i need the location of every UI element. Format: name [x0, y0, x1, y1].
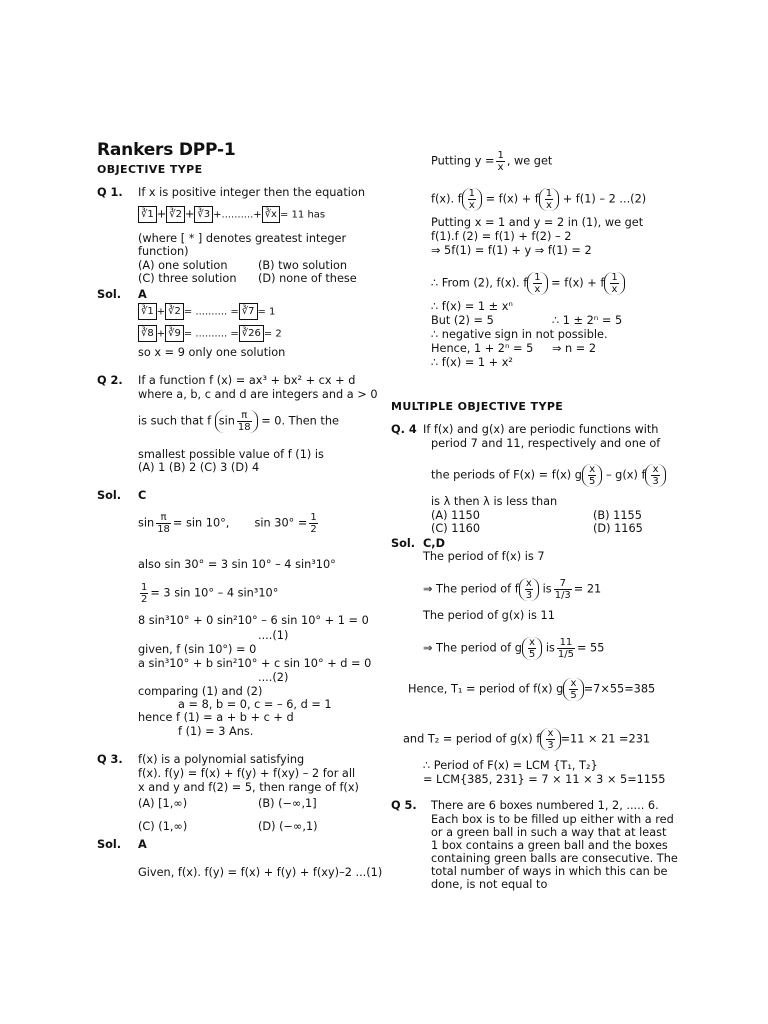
- c2-p1-num: 1: [497, 150, 504, 161]
- q3-sol-line1: Given, f(x). f(y) = f(x) + f(y) + f(xy)–2 ...(1): [138, 866, 383, 879]
- q1-equation: ∛1 + ∛2 + ∛3 +..........+ ∛x = 11 has: [138, 206, 325, 223]
- c2-p2-frac1: [468, 188, 476, 211]
- q4-line4: is λ then λ is less than: [431, 495, 558, 508]
- q4-s6-num: x: [547, 728, 554, 739]
- q1-bracket-x: ∛x: [262, 206, 280, 223]
- q2-label: Q 2.: [97, 374, 123, 387]
- q4-s4-frac2: [557, 637, 575, 660]
- q2-line1: If a function f (x) = ax³ + bx² + cx + d: [138, 374, 356, 387]
- q4-frac1-num: x: [589, 464, 596, 475]
- c2-p1-frac: [496, 150, 504, 173]
- q1-s2-dots: = .......... =: [183, 328, 239, 340]
- q2-s3-num: 1: [141, 582, 148, 593]
- q2-frac: [237, 410, 252, 433]
- q1-option-c: (C) three solution: [138, 272, 237, 285]
- q2-s1c: sin 30° =: [254, 516, 308, 530]
- q2-paren: [215, 410, 258, 433]
- q4-s5-den: 5: [570, 690, 577, 701]
- q1-sol-line2: ∛8 + ∛9 = .......... = ∛26 = 2: [138, 325, 282, 342]
- c2-line9: ∴ negative sign in not possible.: [431, 328, 608, 341]
- q4-s4-num2: 11: [557, 637, 575, 649]
- c2-p6-paren2: [604, 272, 624, 295]
- page-title: Rankers DPP-1: [97, 140, 236, 160]
- q4-sol-line8: = LCM{385, 231} = 7 × 11 × 3 × 5=1155: [423, 773, 666, 786]
- q3-option-b: (B) (−∞,1]: [258, 797, 317, 810]
- q1-s2-bracket-a: ∛8: [138, 325, 157, 342]
- c2-line10b: ⇒ n = 2: [552, 342, 597, 355]
- q2-s3-den: 2: [141, 594, 148, 605]
- q4-s2b: is: [542, 582, 552, 596]
- q4-s2-paren: [519, 578, 539, 601]
- q4-frac1-den: 5: [588, 476, 596, 487]
- q3-option-c: (C) (1,∞): [138, 820, 188, 833]
- c2-p6-frac1: [533, 272, 541, 295]
- q4-frac2-den: 3: [652, 476, 659, 487]
- q4-option-a: (A) 1150: [431, 509, 480, 522]
- q1-sol-line3: so x = 9 only one solution: [138, 346, 286, 359]
- q3-sol-label: Sol.: [97, 838, 122, 851]
- q2-s1-half: [309, 512, 317, 535]
- q4-label: Q. 4: [391, 423, 417, 436]
- q1-s1-bracket-b: ∛2: [165, 303, 184, 320]
- q1-bracket-2: ∛2: [166, 206, 185, 223]
- c2-p2a: f(x). f: [431, 192, 462, 206]
- q4-s6b: =11 × 21 =231: [560, 732, 651, 746]
- q5-line4: 1 box contains a green ball and the boxes: [431, 839, 668, 852]
- q4-sol-line2: [423, 578, 601, 601]
- c2-p1-den: x: [497, 162, 504, 173]
- c2-line11: ∴ f(x) = 1 + x²: [431, 356, 513, 369]
- c2-line7: ∴ f(x) = 1 ± xⁿ: [431, 300, 513, 313]
- q2-s1-frac-num: π: [156, 512, 171, 524]
- q2-options: (A) 1 (B) 2 (C) 3 (D) 4: [138, 461, 260, 474]
- c2-line5: ⇒ 5f(1) = f(1) + y ⇒ f(1) = 2: [431, 244, 592, 257]
- q1-s1-bracket-a: ∛1: [138, 303, 157, 320]
- q2-line4: smallest possible value of f (1) is: [138, 448, 324, 461]
- q2-sol-line11: hence f (1) = a + b + c + d: [138, 711, 294, 724]
- c2-line4: f(1).f (2) = f(1) + f(2) – 2: [431, 230, 572, 243]
- q4-s4b: is: [545, 641, 555, 655]
- q2-line2: where a, b, c and d are integers and a > 0: [138, 388, 378, 401]
- q4-s2-den2: 1/3: [554, 590, 571, 601]
- c2-p2-den1: x: [468, 200, 475, 211]
- q4-paren2: [645, 464, 665, 487]
- c2-p2-paren1: [462, 188, 482, 211]
- q1-bracket-3: ∛3: [194, 206, 213, 223]
- q2-sol-line3: [138, 582, 278, 605]
- q4-s2-frac2: [554, 578, 572, 601]
- q3-line2: f(x). f(y) = f(x) + f(y) + f(xy) – 2 for all: [138, 767, 356, 780]
- c2-p6-den2: x: [611, 284, 618, 295]
- c2-p6b: = f(x) + f: [551, 276, 605, 290]
- q1-s1-tail: = 1: [257, 306, 276, 318]
- q1-s1-bracket-c: ∛7: [239, 303, 258, 320]
- q4-option-b: (B) 1155: [593, 509, 642, 522]
- c2-p6-frac2: [610, 272, 618, 295]
- q4-frac2: [651, 464, 659, 487]
- c2-p1b: , we get: [506, 154, 553, 168]
- c2-line8a: But (2) = 5: [431, 314, 494, 327]
- q5-line3: or a green ball in such a way that at least: [431, 826, 667, 839]
- c2-line8b: ∴ 1 ± 2ⁿ = 5: [552, 314, 623, 327]
- q4-s4-den: 5: [528, 649, 536, 660]
- q4-sol-line7: ∴ Period of F(x) = LCM {T₁, T₂}: [423, 759, 598, 772]
- q4-s4c: = 55: [576, 641, 605, 655]
- q1-eq-tail: = 11 has: [279, 209, 326, 221]
- section-heading-objective: OBJECTIVE TYPE: [97, 163, 203, 176]
- c2-line10a: Hence, 1 + 2ⁿ = 5: [431, 342, 534, 355]
- q4-s6a: and T₂ = period of g(x) f: [403, 732, 541, 746]
- q4-s5b: =7×55=385: [583, 682, 656, 696]
- q4-s4-frac: [528, 637, 536, 660]
- q4-s4-paren: [522, 637, 542, 660]
- q4-option-c: (C) 1160: [431, 522, 481, 535]
- q2-sol-line1: [138, 512, 320, 535]
- q2-l3b: = 0. Then the: [261, 414, 339, 428]
- q3-option-d: (D) (−∞,1): [258, 820, 318, 833]
- q4-s4-den2: 1/5: [557, 649, 574, 660]
- q2-sol-line4: 8 sin³10° + 0 sin²10° – 6 sin 10° + 1 = 0: [138, 614, 369, 627]
- q2-sol-label: Sol.: [97, 489, 122, 502]
- c2-line3: Putting x = 1 and y = 2 in (1), we get: [431, 216, 644, 229]
- c2-p6-num2: 1: [611, 272, 618, 283]
- q2-sol-line2: also sin 30° = 3 sin 10° – 4 sin³10°: [138, 558, 336, 571]
- q4-l3a: the periods of F(x) = f(x) g: [431, 468, 582, 482]
- q2-s3-half: [140, 582, 148, 605]
- q4-s2c: = 21: [573, 582, 602, 596]
- q4-s6-paren: [540, 728, 560, 751]
- q4-frac2-num: x: [652, 464, 659, 475]
- c2-p2-num1: 1: [468, 188, 476, 199]
- q4-s2-num2: 7: [554, 578, 572, 590]
- c2-p6a: ∴ From (2), f(x). f: [431, 276, 528, 290]
- q1-answer: A: [138, 288, 147, 301]
- q2-sin: sin: [218, 414, 235, 428]
- q2-s3-text: = 3 sin 10° – 4 sin³10°: [150, 586, 279, 600]
- q4-sol-line3: The period of g(x) is 11: [423, 609, 555, 622]
- q2-answer: C: [138, 489, 147, 502]
- c2-p6-paren1: [527, 272, 547, 295]
- q2-sol-line6: given, f (sin 10°) = 0: [138, 643, 257, 656]
- q4-s4-num: x: [529, 637, 536, 648]
- q4-frac1: [588, 464, 596, 487]
- q4-line1: If f(x) and g(x) are periodic functions with: [423, 423, 659, 436]
- q1-s2-bracket-b: ∛9: [165, 325, 184, 342]
- q2-s1b: = sin 10°,: [172, 516, 230, 530]
- q1-dots: +..........+: [213, 209, 262, 221]
- q5-line2: Each box is to be filled up either with a red: [431, 813, 674, 826]
- q1-option-b: (B) two solution: [258, 259, 348, 272]
- c2-p6-den1: x: [534, 284, 541, 295]
- c2-p6-num1: 1: [534, 272, 541, 283]
- q2-sol-line10: a = 8, b = 0, c = – 6, d = 1: [178, 698, 332, 711]
- q5-line7: done, is not equal to: [431, 878, 548, 891]
- q4-option-d: (D) 1165: [593, 522, 643, 535]
- q4-l3b: – g(x) f: [605, 468, 646, 482]
- q4-sol-line6: [403, 728, 650, 751]
- q1-s1-dots: = .......... =: [183, 306, 239, 318]
- q4-sol-line5: [408, 678, 655, 701]
- q4-sol-line1: The period of f(x) is 7: [423, 550, 545, 563]
- q4-s6-frac: [546, 728, 554, 751]
- q4-s5-frac: [569, 678, 577, 701]
- q1-text2: (where [ * ] denotes greatest integer: [138, 232, 347, 245]
- c2-p2-num2: 1: [545, 188, 553, 199]
- q2-half-den: 2: [310, 524, 317, 535]
- section-heading-multiple: MULTIPLE OBJECTIVE TYPE: [391, 400, 564, 413]
- q3-label: Q 3.: [97, 753, 123, 766]
- q4-s5-num: x: [570, 678, 577, 689]
- c2-p2-paren2: [539, 188, 559, 211]
- q3-line3: x and y and f(2) = 5, then range of f(x): [138, 781, 359, 794]
- q1-s2-bracket-c: ∛26: [239, 325, 264, 342]
- q4-paren1: [582, 464, 602, 487]
- q2-sol-ref2: ....(2): [258, 671, 289, 684]
- q1-text3: function): [138, 245, 189, 258]
- q2-frac-den: 18: [237, 422, 251, 433]
- q4-s4a: ⇒ The period of g: [423, 641, 522, 655]
- q3-line1: f(x) is a polynomial satisfying: [138, 753, 305, 766]
- q4-line3: [431, 464, 666, 487]
- q4-s6-den: 3: [547, 740, 554, 751]
- q2-s1a: sin: [138, 516, 155, 530]
- c2-p2-den2: x: [546, 200, 552, 211]
- q4-sol-label: Sol.: [391, 537, 416, 550]
- q4-s2-num: x: [525, 578, 532, 589]
- q2-sol-ref1: ....(1): [258, 629, 289, 642]
- q5-line1: There are 6 boxes numbered 1, 2, ..... 6.: [431, 799, 659, 812]
- q4-s2-den: 3: [525, 590, 533, 601]
- c2-p1: Putting y =: [431, 154, 495, 168]
- q3-answer: A: [138, 838, 147, 851]
- q3-option-a: (A) [1,∞): [138, 797, 188, 810]
- q2-s1-frac: [156, 512, 171, 535]
- q4-s5-paren: [563, 678, 583, 701]
- q2-half-num: 1: [310, 512, 317, 523]
- c2-p2-frac2: [545, 188, 553, 211]
- q4-s5a: Hence, T₁ = period of f(x) g: [408, 682, 564, 696]
- q1-bracket-1: ∛1: [138, 206, 157, 223]
- c2-line6: [431, 272, 625, 295]
- c2-p2c: + f(1) – 2 ...(2): [562, 192, 647, 206]
- q4-answer: C,D: [423, 537, 445, 550]
- q2-sol-line12: f (1) = 3 Ans.: [178, 725, 254, 738]
- q1-sol-label: Sol.: [97, 288, 122, 301]
- q2-frac-num: π: [237, 410, 252, 422]
- q2-s1-frac-den: 18: [157, 524, 170, 535]
- q5-line5: containing green balls are consecutive. The: [431, 852, 678, 865]
- c2-line1: [431, 150, 552, 173]
- q4-line2: period 7 and 11, respectively and one of: [431, 437, 661, 450]
- q2-sol-line7: a sin³10° + b sin²10° + c sin 10° + d = 0: [138, 657, 372, 670]
- q2-line3: [138, 410, 339, 433]
- q1-option-d: (D) none of these: [258, 272, 357, 285]
- c2-p2b: = f(x) + f: [485, 192, 539, 206]
- q1-sol-line1: ∛1 + ∛2 = .......... = ∛7 = 1: [138, 303, 275, 320]
- q5-line6: total number of ways in which this can be: [431, 865, 668, 878]
- q1-option-a: (A) one solution: [138, 259, 228, 272]
- c2-line2: [431, 188, 646, 211]
- q2-sol-line9: comparing (1) and (2): [138, 685, 263, 698]
- q1-label: Q 1.: [97, 186, 123, 199]
- q1-text: If x is positive integer then the equation: [138, 186, 365, 199]
- q4-s2-frac: [525, 578, 533, 601]
- q4-s2a: ⇒ The period of f: [423, 582, 519, 596]
- q1-s2-tail: = 2: [263, 328, 282, 340]
- q5-label: Q 5.: [391, 799, 417, 812]
- q2-l3a: is such that f: [138, 414, 212, 428]
- q4-sol-line4: [423, 637, 604, 660]
